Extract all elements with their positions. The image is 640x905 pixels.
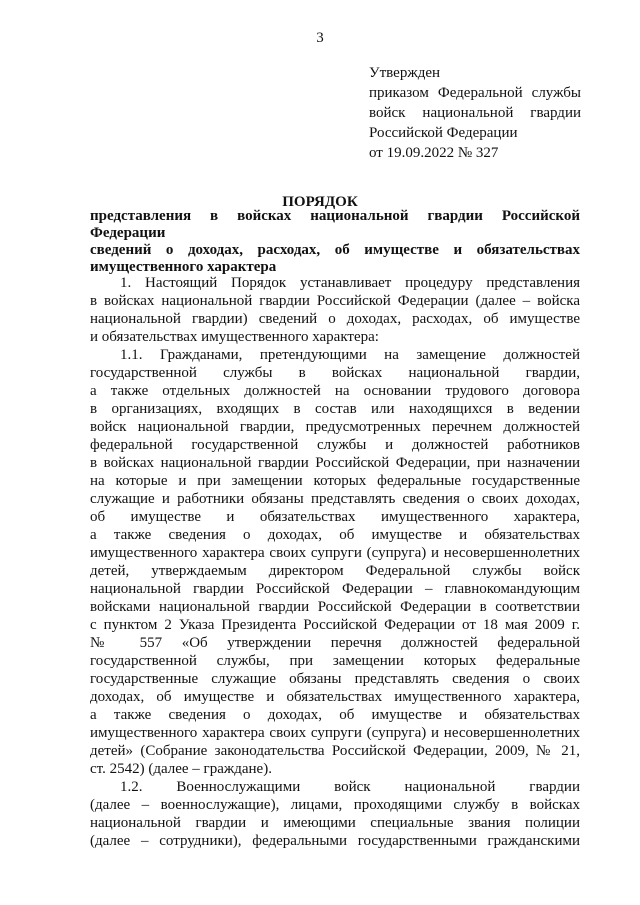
approval-line: Утвержден	[369, 65, 441, 81]
body-line: (далее – сотрудники), федеральными государственными гражданскими	[90, 833, 580, 849]
body-line: государственной службы в войсках национальной гвардии,	[90, 365, 580, 381]
body-line: в организациях, входящих в состав или находящихся в ведении	[90, 401, 580, 417]
page-number: 3	[316, 30, 324, 46]
body-line: служащие и работники обязаны представлять сведения о своих доходах,	[90, 491, 580, 507]
body-line: № 557 «Об утверждении перечня должностей федеральной	[90, 635, 580, 651]
body-line: об имуществе и обязательствах имущественного характера,	[90, 509, 580, 525]
body-line: национальной гвардии) сведений о доходах, расходах, об имуществе	[90, 311, 580, 327]
approval-line: от 19.09.2022 № 327	[369, 145, 499, 161]
body-line: имущественного характера своих супруги (супруга) и несовершеннолетних	[90, 545, 580, 561]
subtitle-line: сведений о доходах, расходах, об имуществе и обязательствах	[90, 242, 580, 258]
body-line: на которые и при замещении которых федеральные государственные	[90, 473, 580, 489]
body-line: государственные служащие обязаны представлять сведения о своих	[90, 671, 580, 687]
approval-block	[369, 63, 581, 163]
body-line: имущественного характера своих супруги (супруга) и несовершеннолетних	[90, 725, 580, 741]
body-line: а также отдельных должностей на основании трудового договора	[90, 383, 580, 399]
body-line: с пунктом 2 Указа Президента Российской Федерации от 18 мая 2009 г.	[90, 617, 580, 633]
body-line: в войсках национальной гвардии Российской Федерации (далее – войска	[90, 293, 580, 309]
approval-line: Российской Федерации	[369, 125, 518, 141]
body-line: доходах, об имуществе и обязательствах имущественного характера,	[90, 689, 580, 705]
body-line: а также сведения о доходах, об имуществе и обязательствах	[90, 527, 580, 543]
body-line: и обязательствах имущественного характера:	[90, 329, 379, 345]
body-line: в войсках национальной гвардии Российской Федерации, при назначении	[90, 455, 580, 471]
body-line: а также сведения о доходах, об имуществе и обязательствах	[90, 707, 580, 723]
body-line: 1.1. Гражданами, претендующими на замещение должностей	[120, 347, 580, 363]
subtitle-line: имущественного характера	[90, 259, 277, 275]
body-line: войск национальной гвардии, предусмотренных перечнем должностей	[90, 419, 580, 435]
body-line: государственной службы, при замещении которых федеральные	[90, 653, 580, 669]
document-subtitle	[90, 208, 580, 276]
approval-line: войск национальной гвардии	[369, 105, 581, 121]
body-line: федеральной государственной службы и должностей работников	[90, 437, 580, 453]
body-line: 1.2. Военнослужащими войск национальной гвардии	[120, 779, 580, 795]
body-line: детей» (Собрание законодательства Российской Федерации, 2009, № 21,	[90, 743, 580, 759]
body-line: национальной гвардии Российской Федерации – главнокомандующим	[90, 581, 580, 597]
body-line: (далее – военнослужащие), лицами, проходящими службу в войсках	[90, 797, 580, 813]
approval-line: приказом Федеральной службы	[369, 85, 581, 101]
body-line: детей, утверждаемым директором Федеральной службы войск	[90, 563, 580, 579]
body-line: войсками национальной гвардии Российской Федерации в соответствии	[90, 599, 580, 615]
body-text	[90, 274, 580, 850]
body-line: ст. 2542) (далее – граждане).	[90, 761, 272, 777]
subtitle-line: представления в войсках национальной гвардии Российской Федерации	[90, 208, 580, 241]
body-line: 1. Настоящий Порядок устанавливает процедуру представления	[120, 275, 580, 291]
body-line: национальной гвардии и имеющими специальные звания полиции	[90, 815, 580, 831]
document-title: ПОРЯДОК	[282, 194, 358, 210]
